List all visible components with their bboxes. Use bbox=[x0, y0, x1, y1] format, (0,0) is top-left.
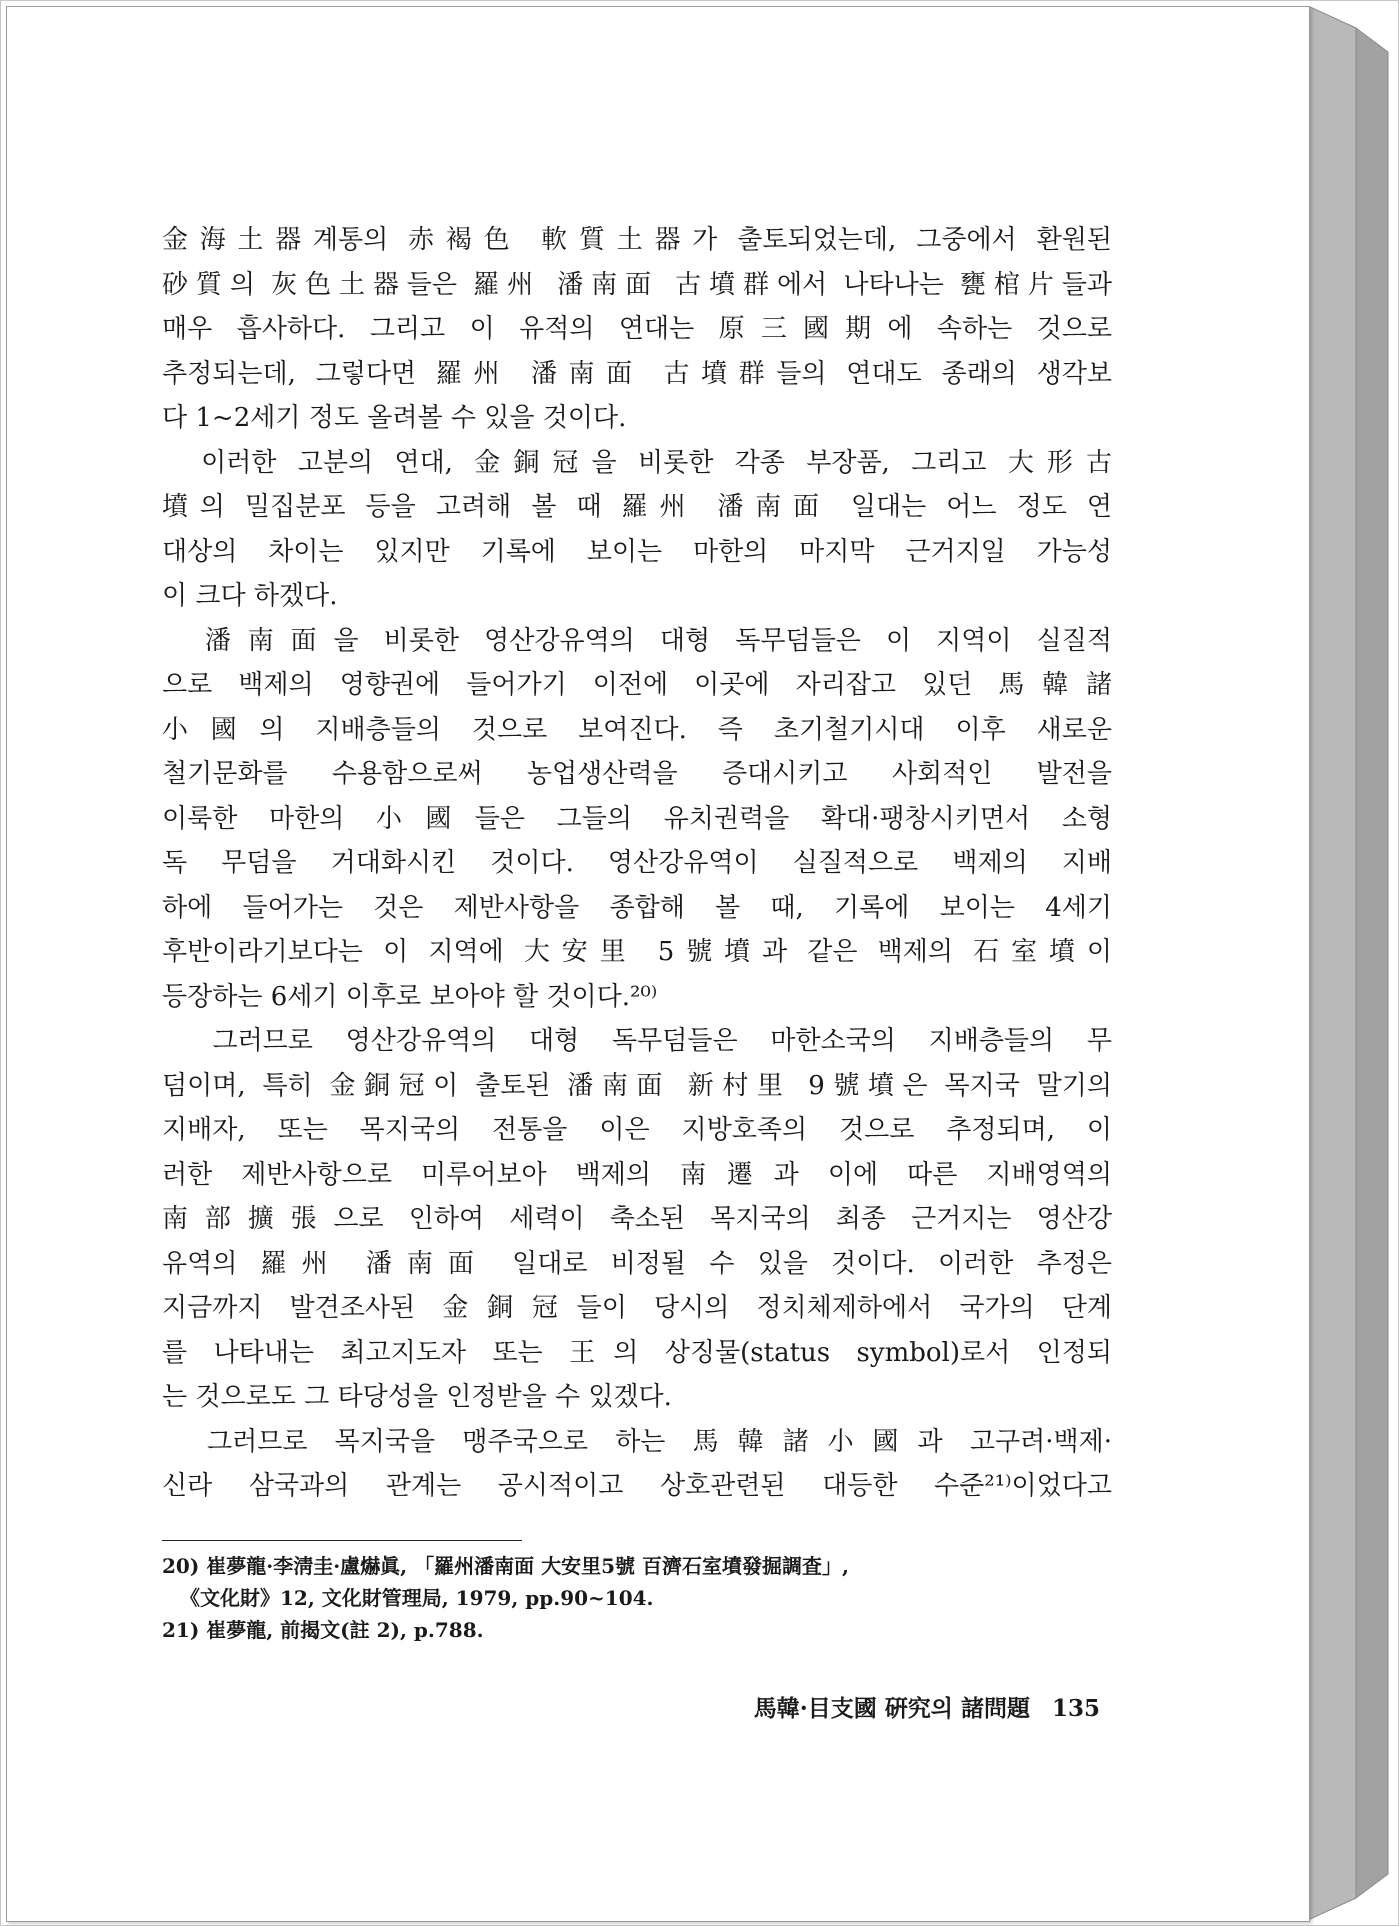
text-line: 그러므로 목지국을 맹주국으로 하는 馬韓諸小國과 고구려·백제· bbox=[162, 1426, 1112, 1457]
footnote-20-continued: 《文化財》12, 文化財管理局, 1979, pp.90~104. bbox=[180, 1586, 654, 1610]
text-line: 독 무덤을 거대화시킨 것이다. 영산강유역이 실질적으로 백제의 지배 bbox=[162, 848, 1112, 878]
text-line: 그러므로 영산강유역의 대형 독무덤들은 마한소국의 지배층들의 무 bbox=[162, 1026, 1112, 1056]
footnote-20: 20) 崔夢龍·李淸圭·盧爀眞, 「羅州潘南面 大安里5號 百濟石室墳發掘調査」, bbox=[162, 1554, 849, 1578]
text-line: 이룩한 마한의 小國들은 그들의 유치권력을 확대·팽창시키면서 소형 bbox=[162, 803, 1112, 834]
text-line: 지금까지 발견조사된 金銅冠들이 당시의 정치체제하에서 국가의 단계 bbox=[162, 1293, 1112, 1323]
text-line: 으로 백제의 영향권에 들어가기 이전에 이곳에 자리잡고 있던 馬韓諸 bbox=[162, 670, 1112, 700]
running-footer bbox=[600, 1690, 1100, 1723]
text-line: 철기문화를 수용함으로써 농업생산력을 증대시키고 사회적인 발전을 bbox=[162, 759, 1112, 789]
running-title: 馬韓·目支國 硏究의 諸問題 bbox=[753, 1695, 1030, 1722]
text-line: 하에 들어가는 것은 제반사항을 종합해 볼 때, 기록에 보이는 4세기 bbox=[162, 892, 1112, 923]
book-edge bbox=[1308, 6, 1398, 1920]
text-line: 潘南面을 비롯한 영산강유역의 대형 독무덤들은 이 지역이 실질적 bbox=[162, 625, 1112, 656]
text-line: 小國의 지배층들의 것으로 보여진다. 즉 초기철기시대 이후 새로운 bbox=[162, 714, 1112, 745]
text-line: 이 크다 하겠다. bbox=[162, 581, 338, 611]
text-line: 후반이라기보다는 이 지역에 大安里 5號墳과 같은 백제의 石室墳이 bbox=[162, 937, 1112, 967]
body-text bbox=[162, 218, 1112, 1509]
footnote-divider bbox=[162, 1540, 522, 1541]
footnote-21: 21) 崔夢龍, 前揭文(註 2), p.788. bbox=[162, 1618, 484, 1642]
text-line: 러한 제반사항으로 미루어보아 백제의 南遷과 이에 따른 지배영역의 bbox=[162, 1159, 1112, 1190]
text-line: 신라 삼국과의 관계는 공시적이고 상호관련된 대등한 수준²¹⁾이었다고 bbox=[162, 1471, 1112, 1501]
text-line: 는 것으로도 그 타당성을 인정받을 수 있겠다. bbox=[162, 1382, 672, 1412]
text-line: 지배자, 또는 목지국의 전통을 이은 지방호족의 것으로 추정되며, 이 bbox=[162, 1115, 1112, 1145]
text-line: 南部擴張으로 인하여 세력이 축소된 목지국의 최종 근거지는 영산강 bbox=[162, 1204, 1112, 1234]
text-line: 덤이며, 특히 金銅冠이 출토된 潘南面 新村里 9號墳은 목지국 말기의 bbox=[162, 1070, 1112, 1101]
text-line: 이러한 고분의 연대, 金銅冠을 비롯한 각종 부장품, 그리고 大形古 bbox=[162, 447, 1112, 478]
text-line: 추정되는데, 그렇다면 羅州 潘南面 古墳群들의 연대도 종래의 생각보 bbox=[162, 358, 1112, 389]
page-number: 135 bbox=[1051, 1695, 1100, 1722]
text-line: 를 나타내는 최고지도자 또는 王의 상징물(status symbol)로서 인정되 bbox=[162, 1337, 1112, 1368]
text-line: 金海土器계통의 赤褐色 軟質土器가 출토되었는데, 그중에서 환원된 bbox=[162, 225, 1112, 255]
text-line: 유역의 羅州 潘南面 일대로 비정될 수 있을 것이다. 이러한 추정은 bbox=[162, 1248, 1112, 1279]
text-line: 등장하는 6세기 이후로 보아야 할 것이다.²⁰⁾ bbox=[162, 981, 658, 1012]
text-line: 다 1~2세기 정도 올려볼 수 있을 것이다. bbox=[162, 403, 627, 433]
text-line: 매우 흡사하다. 그리고 이 유적의 연대는 原三國期에 속하는 것으로 bbox=[162, 314, 1112, 344]
text-line: 砂質의 灰色土器들은 羅州 潘南面 古墳群에서 나타나는 甕棺片들과 bbox=[162, 269, 1112, 300]
footnotes bbox=[162, 1550, 1112, 1646]
text-line: 대상의 차이는 있지만 기록에 보이는 마한의 마지막 근거지일 가능성 bbox=[162, 536, 1112, 567]
text-line: 墳의 밀집분포 등을 고려해 볼 때 羅州 潘南面 일대는 어느 정도 연 bbox=[162, 492, 1112, 522]
